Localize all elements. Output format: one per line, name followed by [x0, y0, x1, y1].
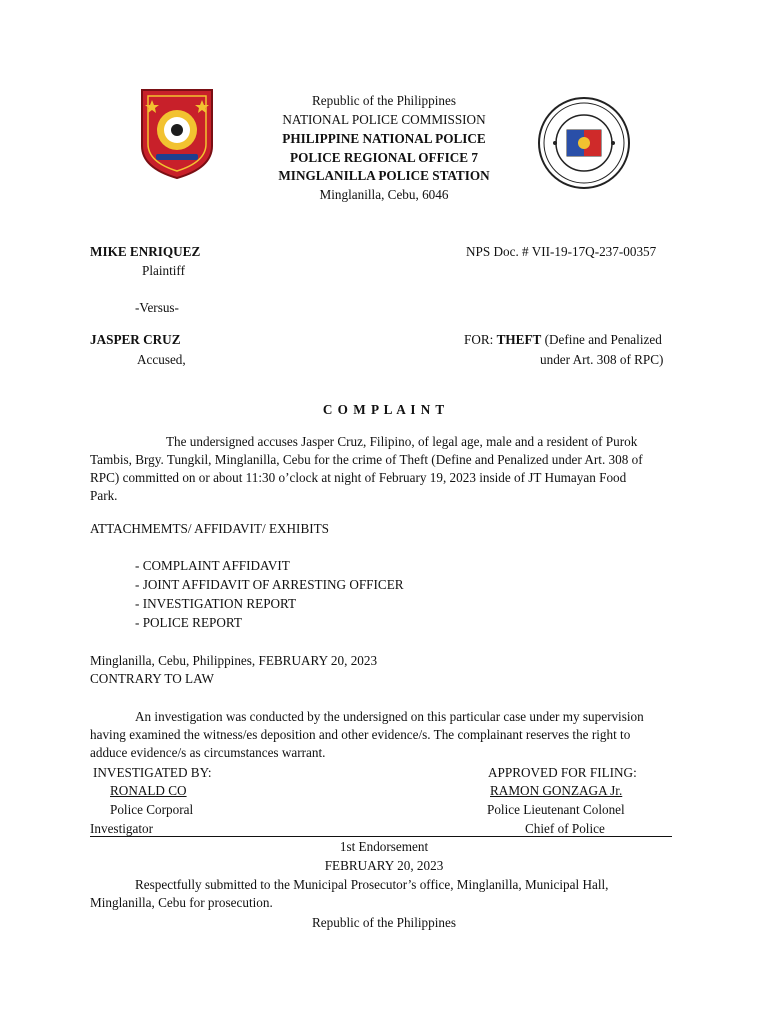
investigation-text-line-1: An investigation was conducted by the undersigned on this particular case under my supervision [135, 709, 644, 724]
investigator-rank: Police Corporal [110, 802, 194, 817]
charge-description-cont: under Art. 308 of RPC) [540, 352, 664, 367]
header-line-pnp: PHILIPPINE NATIONAL POLICE [282, 131, 486, 146]
footer-republic: Republic of the Philippines [312, 915, 456, 930]
header-line-pro7: POLICE REGIONAL OFFICE 7 [290, 150, 478, 165]
accused-name: JASPER CRUZ [90, 332, 181, 347]
document-title: C O M P L A I N T [322, 402, 446, 417]
contrary-to-law: CONTRARY TO LAW [90, 671, 214, 686]
plaintiff-role: Plaintiff [142, 263, 185, 278]
attachments-heading: ATTACHMEMTS/ AFFIDAVIT/ EXHIBITS [90, 521, 330, 536]
attachment-item: - JOINT AFFIDAVIT OF ARRESTING OFFICER [135, 577, 404, 592]
investigated-by-label: INVESTIGATED BY: [93, 765, 212, 780]
complaint-text-line-3: RPC) committed on or about 11:30 o’clock at night of February 19, 2023 inside of JT Humayan Food [90, 470, 627, 485]
place-and-date: Minglanilla, Cebu, Philippines, FEBRUARY 20, 2023 [90, 653, 378, 668]
charge-crime: THEFT [496, 332, 542, 347]
investigation-text-line-3: adduce evidence/s as circumstances warrant. [90, 745, 326, 760]
approver-name: RAMON GONZAGA Jr. [490, 783, 623, 798]
complaint-text-line-4: Park. [90, 488, 118, 503]
complaint-text-line-1: The undersigned accuses Jasper Cruz, Filipino, of legal age, male and a resident of Purok [166, 434, 638, 449]
header-line-address: Minglanilla, Cebu, 6046 [319, 187, 449, 202]
attachment-item: - COMPLAINT AFFIDAVIT [135, 558, 290, 573]
approved-for-filing-label: APPROVED FOR FILING: [488, 765, 637, 780]
approver-rank: Police Lieutenant Colonel [487, 802, 625, 817]
versus-label: -Versus- [135, 300, 179, 315]
header-line-napolcom: NATIONAL POLICE COMMISSION [282, 112, 486, 127]
endorsement-date: FEBRUARY 20, 2023 [324, 858, 444, 873]
complaint-text-line-2: Tambis, Brgy. Tungkil, Minglanilla, Cebu for the crime of Theft (Define and Penalized under Art. 308 of [90, 452, 643, 467]
accused-role: Accused, [137, 352, 186, 367]
investigation-text-line-2: having examined the witness/es deposition and other evidence/s. The complainant reserves the right to [90, 727, 631, 742]
investigator-title: Investigator [90, 821, 153, 836]
minglanilla-official-seal [537, 96, 631, 190]
header-line-station: MINGLANILLA POLICE STATION [278, 168, 490, 183]
document-number: NPS Doc. # VII-19-17Q-237-00357 [466, 244, 657, 259]
header-line-republic: Republic of the Philippines [312, 93, 456, 108]
endorsement-text-line-2: Minglanilla, Cebu for prosecution. [90, 895, 273, 910]
investigator-name: RONALD CO [110, 783, 187, 798]
charge-line [464, 331, 662, 349]
signature-underline [90, 836, 672, 837]
endorsement-text-line-1: Respectfully submitted to the Municipal Prosecutor’s office, Minglanilla, Municipal Hall, [135, 877, 609, 892]
approver-title: Chief of Police [525, 821, 605, 836]
plaintiff-name: MIKE ENRIQUEZ [90, 244, 201, 259]
endorsement-title: 1st Endorsement [339, 839, 429, 854]
charge-for-label: FOR: [464, 332, 497, 347]
attachment-item: - POLICE REPORT [135, 615, 242, 630]
attachment-item: - INVESTIGATION REPORT [135, 596, 297, 611]
charge-description: (Define and Penalized [541, 332, 662, 347]
pnp-logo [138, 84, 216, 180]
